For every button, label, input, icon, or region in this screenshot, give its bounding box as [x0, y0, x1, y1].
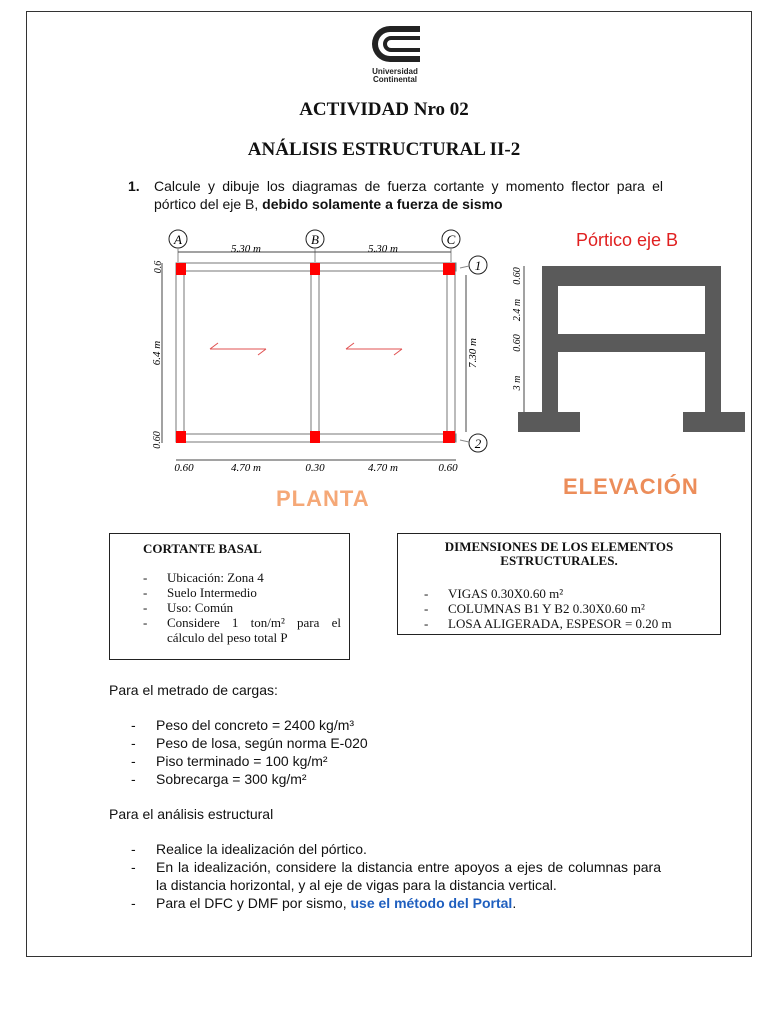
top-dim-1: 5.30 m [231, 243, 261, 255]
column-a1 [176, 263, 186, 275]
cortante-item-4: - Considere 1 ton/m² para el cálculo del peso total P [141, 615, 341, 645]
metrado-item-1: - Peso del concreto = 2400 kg/m³ [131, 716, 661, 734]
axis-b [306, 230, 324, 248]
logo-line1: Universidad [372, 67, 418, 76]
metrado-list [131, 716, 661, 788]
cortante-item-2: - Suelo Intermedio [141, 585, 341, 600]
axis-2 [469, 434, 487, 452]
dimensiones-item-1: - VIGAS 0.30X0.60 m² [422, 586, 712, 601]
analisis-item-3-suffix: . [512, 895, 517, 911]
question-1 [128, 177, 663, 213]
bottom-dim-3: 0.30 [305, 462, 325, 474]
portal-method-link: use el método del Portal [350, 895, 513, 911]
axis-1 [469, 256, 487, 274]
bottom-dim-5: 0.60 [438, 462, 458, 474]
analisis-list [131, 840, 661, 912]
left-dim-1: 0.6 [153, 260, 164, 274]
axis-a-label: A [174, 232, 182, 247]
axis-a [169, 230, 187, 248]
plan-label: PLANTA [276, 486, 370, 511]
top-dim-2: 5.30 m [368, 243, 398, 255]
dimensiones-title: DIMENSIONES DE LOS ELEMENTOS ESTRUCTURALES. [444, 539, 674, 568]
question-number: 1. [128, 178, 140, 194]
activity-title: ACTIVIDAD Nro 02 [299, 99, 469, 120]
column-b1 [310, 263, 320, 275]
analisis-item-2: - En la idealización, considere la distancia entre apoyos a ejes de columnas para la distancia horizontal, y al eje de vigas para la distancia vertical. [131, 858, 661, 894]
right-dim: 7.30 m [467, 338, 479, 368]
question-text: Calcule y dibuje los diagramas de fuerza cortante y momento flector para el pórtico del eje B, [154, 178, 663, 212]
axis-c-label: C [446, 232, 456, 247]
column-b2 [310, 431, 320, 443]
dimensiones-box [397, 533, 721, 635]
left-dim-2: 6.4 m [151, 340, 163, 366]
dimensiones-item-2: - COLUMNAS B1 Y B2 0.30X0.60 m² [422, 601, 712, 616]
elevation-label: ELEVACIÓN [563, 474, 699, 499]
analisis-item-3-prefix: Para el DFC y DMF por sismo, [156, 895, 351, 911]
column-c1 [443, 263, 455, 275]
metrado-heading: Para el metrado de cargas: [109, 682, 278, 698]
bottom-dim-4: 4.70 m [368, 462, 398, 474]
cortante-basal-box [109, 533, 350, 660]
analisis-heading: Para el análisis estructural [109, 806, 274, 822]
column-c2 [443, 431, 455, 443]
axis-2-label: 2 [474, 436, 482, 451]
plan-drawing [145, 225, 495, 500]
analisis-item-1: - Realice la idealización del pórtico. [131, 840, 661, 858]
bottom-dim-2: 4.70 m [231, 462, 261, 474]
dimensiones-item-3: - LOSA ALIGERADA, ESPESOR = 0.20 m [422, 616, 712, 631]
cortante-basal-title: CORTANTE BASAL [143, 541, 262, 556]
cortante-item-3: - Uso: Común [141, 600, 341, 615]
metrado-item-2: - Peso de losa, según norma E-020 [131, 734, 661, 752]
metrado-item-3: - Piso terminado = 100 kg/m² [131, 752, 661, 770]
axis-1-label: 1 [474, 258, 482, 273]
axis-b-label: B [311, 232, 319, 247]
slab-direction-left [210, 343, 266, 355]
elev-dim-3: 0.60 [512, 334, 523, 352]
logo-line2: Continental [373, 75, 417, 84]
elevation-title: Pórtico eje B [576, 230, 679, 250]
elev-dim-2: 2.4 m [512, 298, 523, 322]
elevation-drawing [505, 258, 750, 438]
logo-text [340, 68, 450, 84]
metrado-item-4: - Sobrecarga = 300 kg/m² [131, 770, 661, 788]
cortante-item-1: - Ubicación: Zona 4 [141, 570, 341, 585]
elev-dim-1: 0.60 [512, 267, 523, 285]
university-logo-icon [368, 22, 424, 66]
left-dim-3: 0.60 [152, 431, 163, 449]
slab-direction-right [346, 343, 402, 355]
analisis-item-3 [131, 894, 661, 912]
bottom-dim-1: 0.60 [174, 462, 194, 474]
question-emphasis: debido solamente a fuerza de sismo [262, 196, 503, 212]
course-title: ANÁLISIS ESTRUCTURAL II-2 [247, 139, 521, 160]
column-a2 [176, 431, 186, 443]
elev-dim-4: 3 m [512, 375, 523, 391]
axis-c [442, 230, 460, 248]
